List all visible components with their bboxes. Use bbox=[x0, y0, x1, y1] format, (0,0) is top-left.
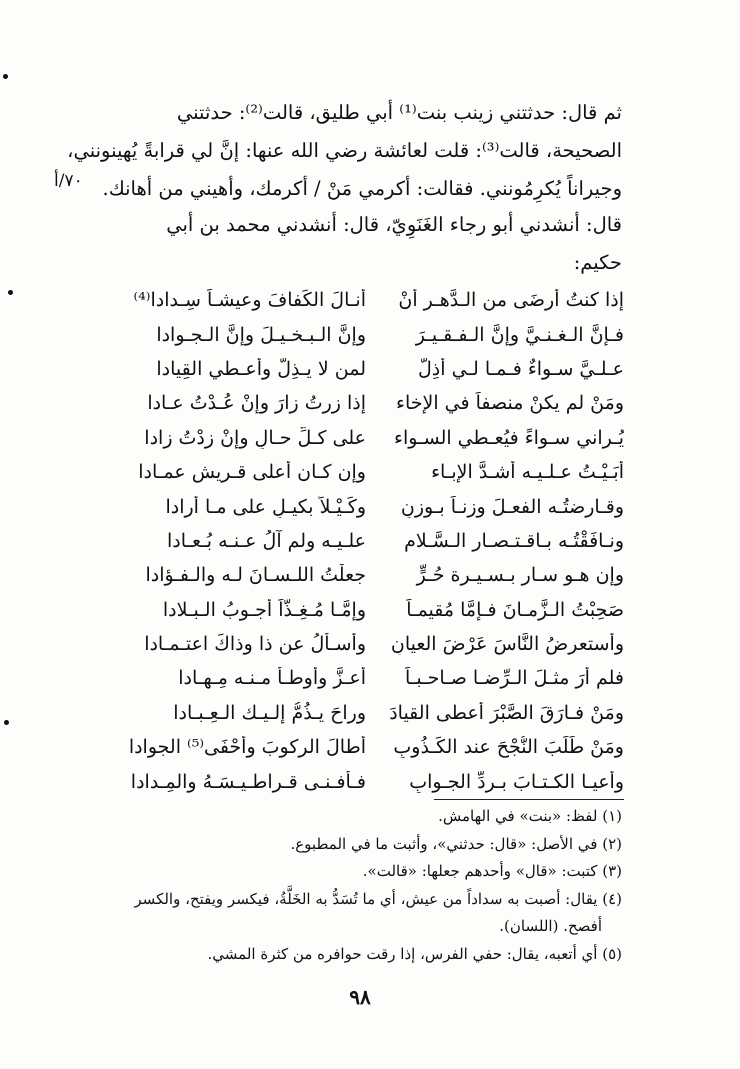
verse-first-hemistich: صَحِبْتُ الـزَّمـانَ فـإمَّا مُقيمـاً bbox=[406, 598, 624, 621]
footnote: (٣) كتبت: «قال» وأحدهم جعلها: «قالت». bbox=[362, 862, 622, 880]
poem-verse bbox=[116, 730, 624, 764]
verse-first-hemistich: وأعيـا الكـتـابَ بـردِّ الجـوابِ bbox=[409, 770, 624, 793]
poem-verse bbox=[116, 661, 624, 695]
poem-verse bbox=[116, 489, 624, 523]
verse-first-hemistich: فلم أرَ مثـلَ الـرِّضـا صـاحـبـاً bbox=[405, 667, 624, 690]
verse-second-hemistich: وإن كـان أعلى قـريشٍ عمـادا bbox=[138, 461, 366, 484]
footnotes bbox=[117, 803, 622, 968]
verse-second-hemistich: علـيـه ولم آلُ عـنـه بُـعـادا bbox=[166, 529, 366, 552]
poem-verse bbox=[116, 352, 624, 386]
verse-second-hemistich: إذا زرتُ زارَ وإنْ عُـدْتُ عـادا bbox=[147, 392, 366, 415]
verse-first-hemistich: ومَنْ فـارَقَ الصَّبْرَ أعطى القيادَ bbox=[389, 701, 624, 724]
footnote-separator bbox=[434, 799, 624, 800]
page-number: ٩٨ bbox=[349, 985, 371, 1009]
poem-verse bbox=[116, 764, 624, 798]
text-line: وجيراناً يُكرِمُونني. فقالت: أكرمي مَنْ / أكرمك، وأهيني من أهانك. bbox=[102, 177, 622, 200]
verse-first-hemistich: وأستعرِضُ النَّاسَ عَرْضَ العيانِ bbox=[390, 633, 624, 656]
verse-second-hemistich: وراحَ يـذُمُّ إلـيـك الـعِـبـادا bbox=[173, 701, 366, 724]
verse-second-hemistich: أنـالَ الكَفافَ وعيشـاً سِـدادا⁽⁴⁾ bbox=[133, 289, 366, 312]
margin-dot bbox=[4, 720, 9, 725]
verse-second-hemistich: على كـلِّ حـالٍ وإنْ زدْتُ زادا bbox=[144, 426, 366, 449]
poem-verse bbox=[116, 558, 624, 592]
verse-second-hemistich: لمن لا يـذِلُّ وأعـطي القِيادا bbox=[156, 357, 366, 380]
poem-verse bbox=[116, 283, 624, 317]
verse-second-hemistich: وإمَّـا مُـغِـذّاً أجـوبُ الـبـلادا bbox=[162, 598, 366, 621]
verse-first-hemistich: ومَنْ لم يكنْ منصفاً في الإخاء bbox=[396, 392, 624, 415]
verse-first-hemistich: فـإنَّ الـغـنـيَّ وإنَّ الـفـقـيـرَ bbox=[415, 323, 624, 346]
text-line: الصحيحة، قالت⁽³⁾: قلت لعائشة رضي الله عنها: إنَّ لي قرابةً يُهينونني، bbox=[67, 139, 622, 162]
poem-verse bbox=[116, 524, 624, 558]
verse-second-hemistich: وإنَّ الـبـخـيـلَ وإنَّ الـجـوادا bbox=[156, 323, 366, 346]
verse-first-hemistich: ومَنْ طَلَبَ النُّجْحَ عند الكَـذُوبِ bbox=[393, 736, 624, 759]
verse-first-hemistich: أبَـيْـتُ عـلـيـه أشـدَّ الإبـاء bbox=[431, 461, 624, 484]
verse-first-hemistich: إذا كنتُ أرضَى من الـدَّهـر أنْ bbox=[398, 289, 624, 312]
footnote: (٥) أي أتعبه، يقال: حفي الفرس، إذا رقت حوافره من كثرة المشي. bbox=[207, 944, 622, 963]
footnote: (٢) في الأصل: «قال: حدثني»، وأثبت ما في المطبوع. bbox=[290, 834, 622, 853]
poem bbox=[116, 283, 624, 799]
margin-dot bbox=[3, 74, 8, 79]
poem-verse bbox=[116, 421, 624, 455]
paragraph-poem-intro bbox=[117, 206, 622, 282]
poem-verse bbox=[116, 593, 624, 627]
folio-marker: ٧٠/أ bbox=[54, 171, 83, 191]
footnote: (٤) يقال: أصبت به سداداً من عيش، أي ما تُسَدُّ به الخَلَّةُ، فيكسر ويفتح، والكسر bbox=[134, 889, 622, 908]
text-line: قال: أنشدني أبو رجاء الغَنَوِيّ، قال: أنشدني محمد بن أبي bbox=[166, 213, 622, 236]
verse-first-hemistich: يُـراني سـواءً فيُعـطي السـواء bbox=[394, 426, 624, 449]
verse-first-hemistich: عـلـيَّ سـواءٌ فـمـا لـي أذِلُّ bbox=[418, 357, 624, 380]
text-line: ثم قال: حدثتني زينب بنت⁽¹⁾ أبي طليق، قالت⁽²⁾: حدثتني bbox=[176, 101, 622, 124]
footnote-continuation: أفصح. (اللسان). bbox=[499, 917, 602, 935]
verse-first-hemistich: وقـارضتُـه الفعـلَ وزنـاً بـوزنٍ bbox=[400, 495, 624, 518]
verse-second-hemistich: فـأفـنـى قـراطـيـسَـهُ والمِـدادا bbox=[130, 770, 366, 793]
poem-verse bbox=[116, 317, 624, 351]
verse-first-hemistich: وإن هـو سـار بـسـيـرة حُـرٍّ bbox=[416, 564, 624, 587]
verse-second-hemistich: جعلْتُ اللـسـانَ لـه والـفـؤادا bbox=[145, 564, 366, 587]
poem-verse bbox=[116, 627, 624, 661]
footnote: (١) لفظ: «بنت» في الهامش. bbox=[438, 807, 622, 825]
verse-second-hemistich: وكَـيْـلاً بكيـلٍ على مـا أرادا bbox=[165, 495, 366, 518]
verse-second-hemistich: أعـزَّ وأوطـأ مـنـه مِـهـادا bbox=[178, 667, 366, 690]
verse-second-hemistich: أطالَ الركوبَ وأحْفَى⁽⁵⁾ الجوادا bbox=[128, 736, 366, 759]
poem-verse bbox=[116, 386, 624, 420]
poem-verse bbox=[116, 696, 624, 730]
text-line: حكيم: bbox=[573, 251, 622, 274]
verse-first-hemistich: ونـافَقْتُـه بـاقـتـصـار الـسَّـلام bbox=[404, 529, 624, 552]
verse-second-hemistich: وأسـألُ عن ذا وذاكَ اعتـمـادا bbox=[144, 633, 366, 656]
poem-verse bbox=[116, 455, 624, 489]
margin-dot bbox=[8, 290, 13, 295]
